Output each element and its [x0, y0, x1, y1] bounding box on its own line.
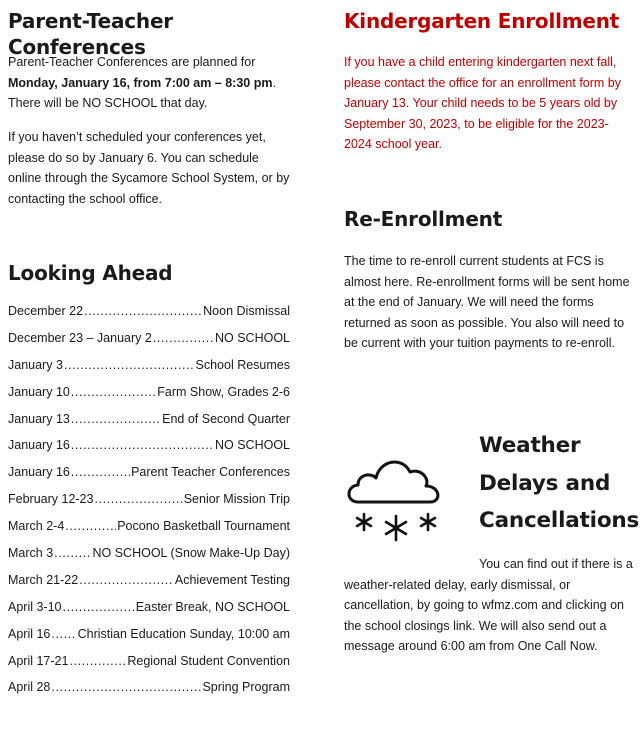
- weather-paragraph: You can find out if there is a weather-related delay, early dismissal, or cancellation, by going to wfmz.com and clicking on the school closings link. We will also send out a message around 6:00 am from One Call Now.: [344, 557, 633, 653]
- left-column: [8, 0, 292, 748]
- schedule-event: Pocono Basketball Tournament: [117, 519, 290, 534]
- dot-leader: [71, 412, 161, 426]
- schedule-date: April 28: [8, 680, 51, 695]
- schedule-row: [8, 546, 290, 573]
- ptc-p1-bold: Monday, January 16, from 7:00 am – 8:30 pm: [8, 75, 273, 90]
- schedule-date: January 13: [8, 411, 70, 426]
- dot-leader: [65, 519, 116, 533]
- schedule-row: [8, 331, 290, 358]
- schedule-event: Easter Break, NO SCHOOL: [135, 599, 290, 614]
- schedule-date: February 12-23: [8, 492, 94, 507]
- schedule-row: [8, 465, 290, 492]
- schedule-event: End of Second Quarter: [162, 411, 290, 426]
- schedule-date: March 2-4: [8, 519, 65, 534]
- schedule-row: [8, 438, 290, 465]
- kindergarten-title: Kindergarten Enrollment: [344, 9, 620, 33]
- schedule-date: April 17-21: [8, 653, 69, 668]
- schedule-event: NO SCHOOL (Snow Make-Up Day): [92, 546, 290, 561]
- snow-cloud-icon: [344, 448, 448, 544]
- dot-leader: [51, 627, 76, 641]
- schedule-date: April 16: [8, 626, 51, 641]
- dot-leader: [153, 331, 214, 345]
- schedule-date: December 22: [8, 304, 84, 318]
- schedule-date: December 23 – January 2: [8, 330, 152, 345]
- weather-title: Weather Delays and Cancellations: [479, 433, 640, 533]
- schedule-event: Regional Student Convention: [127, 653, 290, 668]
- dot-leader: [84, 304, 202, 318]
- parent-teacher-title: Parent-Teacher Conferences: [8, 9, 173, 59]
- schedule-date: January 10: [8, 384, 70, 399]
- schedule-row: [8, 573, 290, 600]
- schedule-date: January 16: [8, 465, 70, 480]
- schedule-event: Senior Mission Trip: [183, 492, 290, 507]
- reenrollment-title: Re-Enrollment: [344, 207, 503, 231]
- schedule-row: [8, 492, 290, 519]
- schedule-row: [8, 358, 290, 385]
- schedule-row: [8, 654, 290, 681]
- schedule-event: Christian Education Sunday, 10:00 am: [77, 626, 290, 641]
- schedule-event: Spring Program: [202, 680, 290, 695]
- dot-leader: [94, 492, 182, 506]
- schedule-row: [8, 385, 290, 412]
- schedule-row: [8, 600, 290, 627]
- schedule-event: NO SCHOOL: [214, 438, 290, 453]
- schedule-date: January 16: [8, 438, 70, 453]
- schedule-row: [8, 680, 290, 707]
- schedule-list: [8, 304, 290, 707]
- schedule-date: March 3: [8, 546, 54, 561]
- dot-leader: [79, 573, 174, 587]
- schedule-date: January 3: [8, 357, 63, 372]
- dot-leader: [71, 385, 156, 399]
- schedule-event: Parent Teacher Conferences: [131, 465, 290, 480]
- dot-leader: [64, 358, 195, 372]
- schedule-event: Achievement Testing: [174, 572, 290, 587]
- dot-leader: [71, 465, 130, 479]
- schedule-event: NO SCHOOL: [214, 330, 290, 345]
- parent-teacher-paragraph-1: [8, 52, 292, 114]
- kindergarten-paragraph: If you have a child entering kindergarten next fall, please contact the office for an enrollment form by January 13. Your child needs to be 5 years old by September 30, 2023, to be eligible for the 2023-2024 school year.: [344, 55, 622, 151]
- schedule-event: Noon Dismissal: [203, 304, 290, 318]
- parent-teacher-paragraph-2: If you haven’t scheduled your conferences yet, please do so by January 6. You can schedule online through the Sycamore School System, or by contacting the school office.: [8, 130, 290, 206]
- dot-leader: [69, 654, 126, 668]
- schedule-date: April 3-10: [8, 599, 62, 614]
- right-column: [344, 0, 640, 748]
- dot-leader: [51, 680, 201, 694]
- ptc-p1-text: Parent-Teacher Conferences are planned for: [8, 55, 256, 69]
- reenrollment-paragraph: The time to re-enroll current students at FCS is almost here. Re-enrollment forms will be sent home at the end of January. We will need the forms returned as soon as possible. You also will need to be current with your tuition payments to re-enroll.: [344, 254, 630, 350]
- schedule-date: March 21-22: [8, 572, 79, 587]
- ptc-p1-end: . There will be NO SCHOOL that day.: [8, 75, 276, 110]
- dot-leader: [54, 546, 91, 560]
- schedule-row: [8, 304, 290, 331]
- schedule-row: [8, 627, 290, 654]
- schedule-event: Farm Show, Grades 2-6: [157, 384, 290, 399]
- looking-ahead-title: Looking Ahead: [8, 261, 173, 285]
- dot-leader: [63, 600, 135, 614]
- schedule-row: [8, 412, 290, 439]
- schedule-row: [8, 519, 290, 546]
- dot-leader: [71, 438, 214, 452]
- schedule-event: School Resumes: [195, 357, 290, 372]
